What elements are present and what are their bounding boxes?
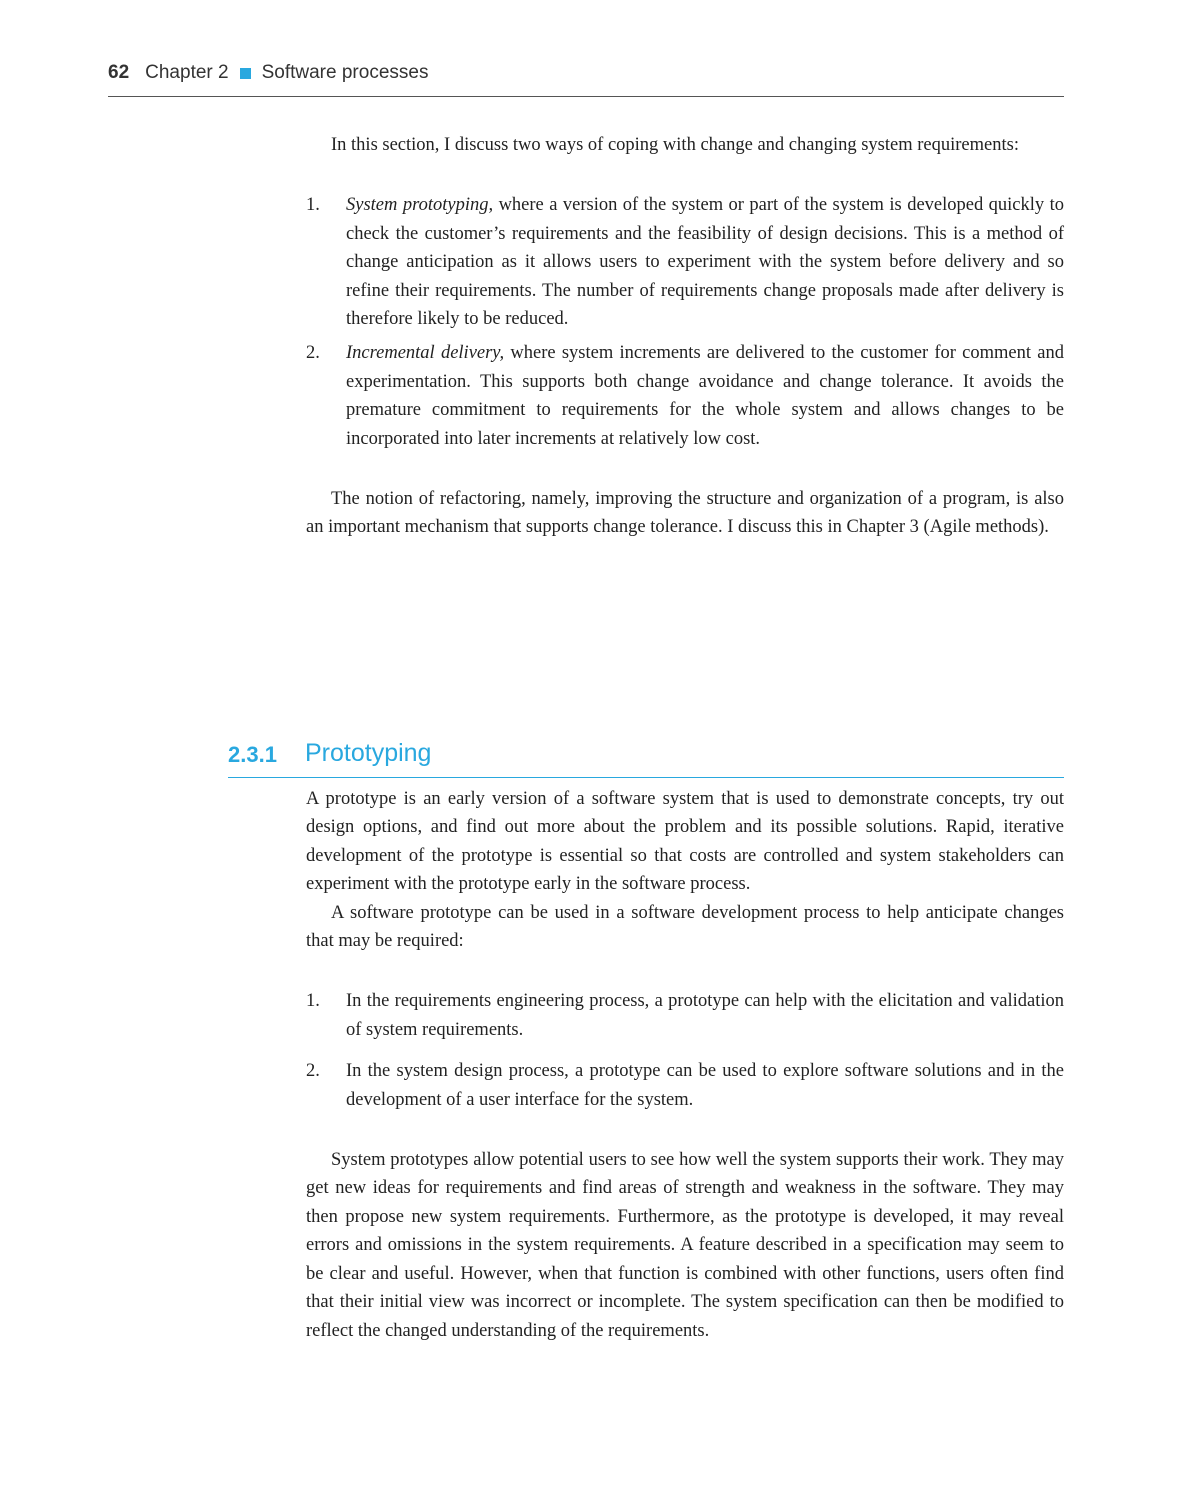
intro-block <box>306 131 1064 542</box>
list-text: where system increments are delivered to the customer for comment and experimentation. This supports both change avoidance and change tolerance. It avoids the premature commitment to requirements for the whole system and allows changes to be incorporated into later increments at relatively low cost. <box>346 343 1064 449</box>
list-item <box>306 987 1064 1044</box>
list-number: 2. <box>306 1061 320 1082</box>
chapter-label: Chapter 2 <box>145 62 229 83</box>
list-number: 2. <box>306 343 320 364</box>
list-item <box>306 1057 1064 1114</box>
section-number: 2.3.1 <box>228 742 277 767</box>
section-heading <box>228 737 1064 778</box>
list-text: In the requirements engineering process, a prototype can help with the elicitation and validation of system requirements. <box>346 991 1064 1040</box>
system-prototypes-paragraph: System prototypes allow potential users to see how well the system supports their work. They may get new ideas for requirements and find areas of strength and weakness in the software. They may then propose new system requirements. Furthermore, as the prototype is developed, it may reveal errors and omissions in the system requirements. A feature described in a specification may seem to be clear and useful. However, when that function is combined with other functions, users often find that their initial view was incorrect or incomplete. The system specification can then be modified to reflect the changed understanding of the requirements. <box>306 1150 1064 1341</box>
prototype-usage-paragraph: A software prototype can be used in a software development process to help anticipate changes that may be required: <box>306 902 1064 952</box>
list-item <box>306 339 1064 453</box>
list-term: System prototyping, <box>346 195 494 216</box>
running-header <box>108 62 1064 97</box>
section-title: Prototyping <box>305 739 432 767</box>
square-separator-icon <box>240 68 251 79</box>
list-term: Incremental delivery, <box>346 343 505 364</box>
list-text: where a version of the system or part of the system is developed quickly to check the customer’s requirements and the feasibility of design decisions. This is a method of change anticipation as it allows users to experiment with the system before delivery and so refine their requirements. The number of requirements change proposals made after delivery is therefore likely to be reduced. <box>346 195 1065 330</box>
prototype-uses-list <box>306 987 1064 1114</box>
prototype-definition-paragraph: A prototype is an early version of a software system that is used to demonstrate concepts, try out design options, and find out more about the problem and its possible solutions. Rapid, iterative development of the prototype is essential so that costs are controlled and system stakeholders can experiment with the prototype early in the software process. <box>306 789 1064 895</box>
list-text: In the system design process, a prototype can be used to explore software solutions and in the development of a user interface for the system. <box>346 1061 1064 1110</box>
refactoring-paragraph: The notion of refactoring, namely, improving the structure and organization of a program, is also an important mechanism that supports change tolerance. I discuss this in Chapter 3 (Agile methods). <box>306 489 1064 538</box>
intro-paragraph: In this section, I discuss two ways of coping with change and changing system requirements: <box>331 135 1019 155</box>
change-approaches-list <box>306 191 1064 453</box>
chapter-title: Software processes <box>261 62 429 83</box>
prototyping-block <box>306 785 1064 1345</box>
page-number: 62 <box>108 62 130 83</box>
list-item <box>306 191 1064 333</box>
list-number: 1. <box>306 195 320 216</box>
list-number: 1. <box>306 991 320 1012</box>
